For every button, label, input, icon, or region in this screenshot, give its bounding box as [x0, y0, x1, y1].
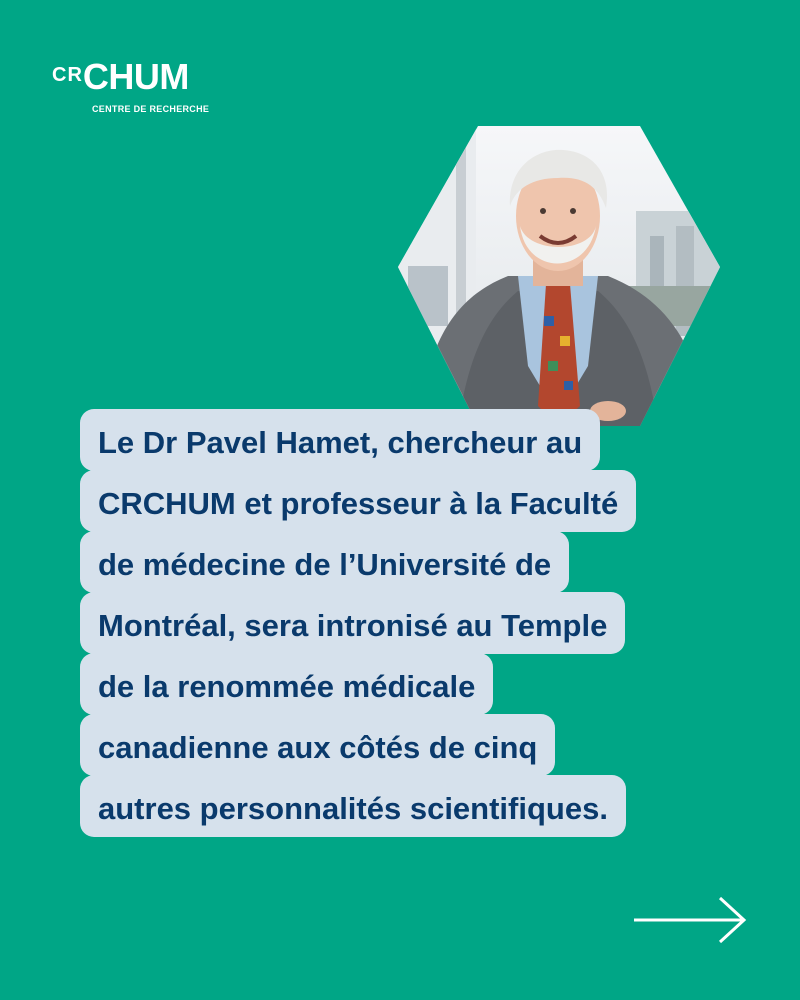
text-line-6: canadienne aux côtés de cinq — [80, 714, 555, 776]
logo-subtitle: CENTRE DE RECHERCHE — [92, 104, 210, 114]
text-line-1: Le Dr Pavel Hamet, chercheur au — [80, 409, 600, 471]
logo-mark — [52, 56, 209, 97]
portrait-photo — [398, 126, 720, 426]
announcement-text — [80, 410, 730, 837]
logo-chum: CHUM — [82, 56, 189, 97]
text-line-2: CRCHUM et professeur à la Faculté — [80, 470, 636, 532]
text-line-5: de la renommée médicale — [80, 653, 493, 715]
text-line-7: autres personnalités scientifiques. — [80, 775, 626, 837]
arrow-right-icon[interactable] — [632, 892, 750, 948]
crchum-logo — [52, 56, 210, 114]
text-line-4: Montréal, sera intronisé au Temple — [80, 592, 625, 654]
logo-cr: CR — [52, 64, 83, 86]
text-line-3: de médecine de l’Université de — [80, 531, 569, 593]
